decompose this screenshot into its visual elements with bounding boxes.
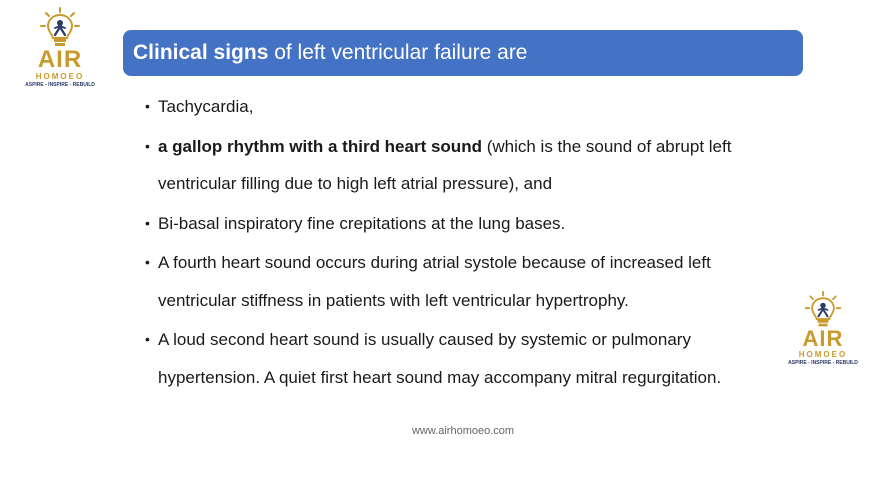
bullet-text: A fourth heart sound occurs during atrial systole because of increased left ventricular stiffness in patients with left ventricular hypertrophy. bbox=[158, 253, 711, 310]
slide-title-bar bbox=[123, 30, 803, 76]
bullet-item bbox=[145, 128, 785, 203]
logo-sub-text: HOMOEO bbox=[35, 72, 85, 81]
bullet-text: A loud second heart sound is usually caused by systemic or pulmonary hypertension. A quiet first heart sound may accompany mitral regurgitation. bbox=[158, 330, 722, 387]
slide-title-rest: of left ventricular failure are bbox=[268, 41, 528, 64]
slide-title-bold: Clinical signs bbox=[133, 41, 269, 64]
bullet-text: (which is the sound of abrupt left ventricular filling due to high left atrial pressure), and bbox=[158, 136, 732, 193]
bullet-dot-icon: • bbox=[145, 331, 150, 347]
bullet-list bbox=[145, 88, 785, 398]
slide-title bbox=[133, 41, 528, 65]
bullet-item bbox=[145, 205, 785, 243]
logo-tagline: ASPIRE - INSPIRE - REBUILD bbox=[25, 82, 95, 88]
bullet-item bbox=[145, 244, 785, 319]
brand-logo-bottom bbox=[783, 290, 863, 366]
bullet-dot-icon: • bbox=[145, 137, 150, 154]
brand-logo-top bbox=[14, 6, 106, 88]
footer-url: www.airhomoeo.com bbox=[411, 425, 515, 437]
logo-brand-text: AIR bbox=[37, 46, 83, 73]
lightbulb-icon bbox=[803, 290, 843, 330]
bullet-bold: a gallop rhythm with a third heart sound bbox=[158, 136, 482, 156]
logo-tagline: ASPIRE - INSPIRE - REBUILD bbox=[788, 360, 858, 366]
bullet-dot-icon: • bbox=[145, 98, 150, 114]
bullet-dot-icon: • bbox=[145, 254, 150, 270]
bullet-text: Bi-basal inspiratory fine crepitations at the lung bases. bbox=[158, 213, 566, 233]
bullet-text: Tachycardia, bbox=[158, 97, 254, 116]
lightbulb-icon bbox=[38, 6, 82, 50]
bullet-item bbox=[145, 88, 785, 126]
bullet-dot-icon: • bbox=[145, 214, 150, 231]
logo-sub-text: HOMOEO bbox=[798, 350, 848, 359]
bullet-item bbox=[145, 321, 785, 396]
logo-brand-text: AIR bbox=[802, 326, 844, 351]
